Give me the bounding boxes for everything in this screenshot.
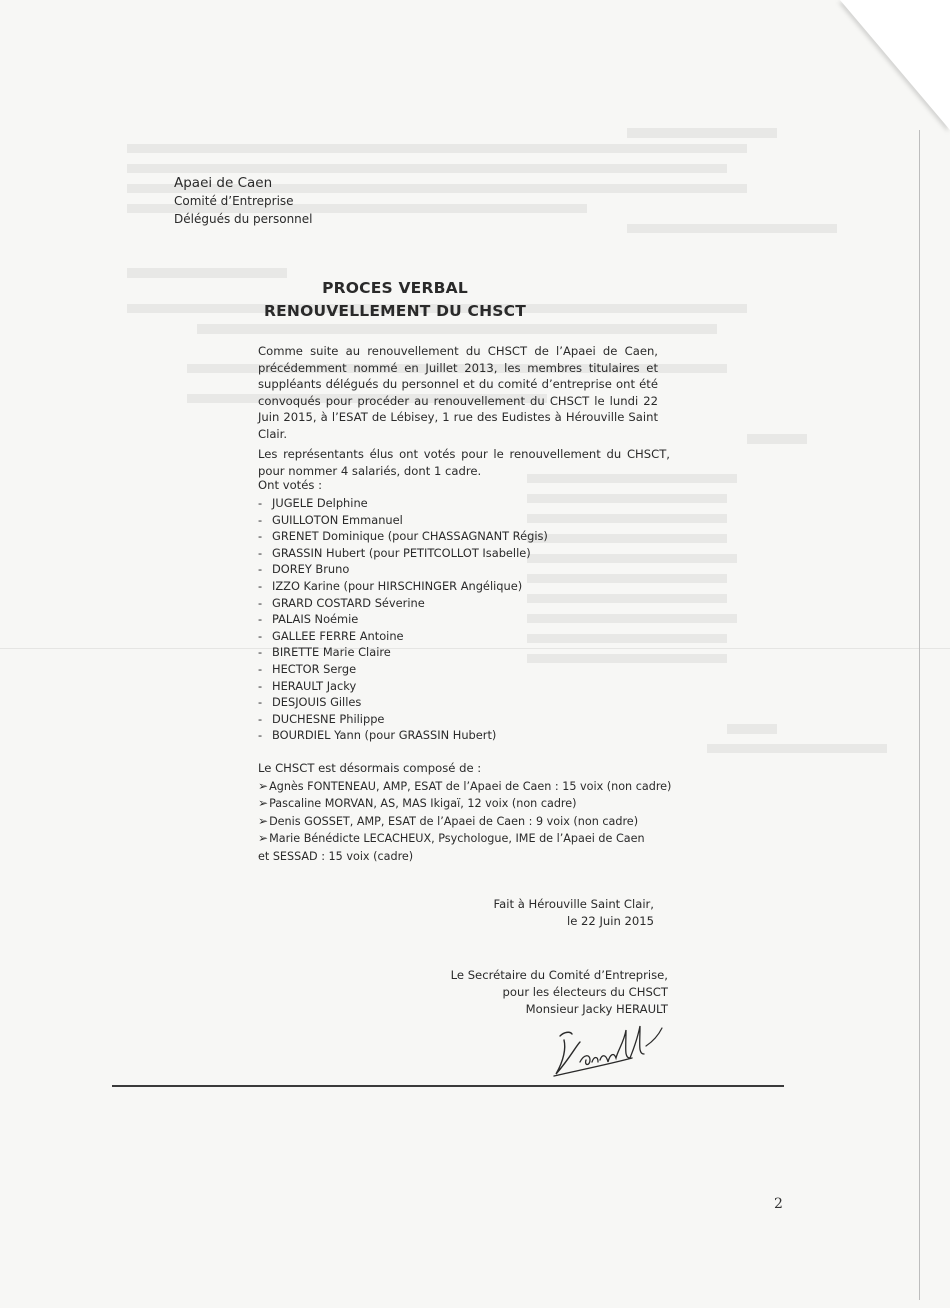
voters-heading: Ont votés : [258,478,322,492]
member-item [258,778,671,795]
voters-list [258,495,548,744]
signer-role: Le Secrétaire du Comité d’Entreprise, [450,968,668,982]
arrow-bullet-icon: ➢ [258,779,269,793]
letterhead-line-2: Comité d’Entreprise [174,194,294,208]
arrow-bullet-icon: ➢ [258,831,269,846]
paper-edge [919,130,920,1300]
voter-item: - IZZO Karine (pour HIRSCHINGER Angélique) [258,578,548,595]
member-item [258,795,671,812]
voter-item: - GALLEE FERRE Antoine [258,628,548,645]
chsct-members-list [258,778,671,865]
letterhead [174,174,313,228]
voter-item: - GUILLOTON Emmanuel [258,512,548,529]
organization-name: Apaei de Caen [174,175,273,191]
footer-divider [112,1085,784,1087]
document-title: PROCES VERBAL [322,279,468,297]
voter-item: - GRENET Dominique (pour CHASSAGNANT Régis) [258,528,548,545]
voter-item: - DOREY Bruno [258,561,548,578]
voter-item: - DESJOUIS Gilles [258,694,548,711]
member-item [258,830,671,847]
member-item-continuation [258,848,671,865]
member-item [258,813,671,830]
voter-item: - GRASSIN Hubert (pour PETITCOLLOT Isabelle) [258,545,548,562]
signer-name: Monsieur Jacky HERAULT [525,1002,668,1016]
intro-paragraph [258,343,658,443]
page-number: 2 [774,1196,783,1212]
signer-mandate: pour les électeurs du CHSCT [502,985,668,999]
member-text: Pascaline MORVAN, AS, MAS Ikigaï, 12 voix (non cadre) [269,797,577,811]
member-text: Agnès FONTENEAU, AMP, ESAT de l’Apaei de Caen : 15 voix (non cadre) [269,780,672,793]
signer-block [451,967,668,1018]
arrow-bullet-icon: ➢ [258,796,269,811]
member-text: Marie Bénédicte LECACHEUX, Psychologue, IME de l’Apaei de Caen [269,832,645,846]
composition-heading: Le CHSCT est désormais composé de : [258,761,482,775]
member-text: Denis GOSSET, AMP, ESAT de l’Apaei de Caen : 9 voix (non cadre) [269,814,639,828]
folded-corner [840,0,950,130]
place-and-date [494,896,654,930]
letterhead-line-3: Délégués du personnel [174,212,313,226]
voter-item: - BIRETTE Marie Claire [258,644,548,661]
voter-item: - GRARD COSTARD Séverine [258,595,548,612]
signoff-date: le 22 Juin 2015 [566,914,654,928]
vote-paragraph: Les représentants élus ont votés pour le renouvellement du CHSCT, pour nommer 4 salariés, dont 1 cadre. [258,447,670,478]
voter-item: - BOURDIEL Yann (pour GRASSIN Hubert) [258,727,548,744]
handwritten-signature [540,1018,670,1082]
voter-item: - HECTOR Serge [258,661,548,678]
voter-item: - PALAIS Noémie [258,611,548,628]
voter-item: - HERAULT Jacky [258,678,548,695]
document-subtitle: RENOUVELLEMENT DU CHSCT [263,302,527,320]
voter-item: - JUGELE Delphine [258,495,548,512]
voter-item: - DUCHESNE Philippe [258,711,548,728]
intro-text: Comme suite au renouvellement du CHSCT de l’Apaei de Caen, précédemment nommé en Juillet 2013, les membres titulaires et suppléants délégués du personnel et du comité d’entreprise ont été convoqués pour procéder au renouvellement du CHSCT le lundi 22 Juin 2015, à l’ESAT de Lébisey, 1 rue des Eudistes à Hérouville Saint Clair. [258,344,658,441]
member-text: et SESSAD : 15 voix (cadre) [258,849,414,863]
signoff-place: Fait à Hérouville Saint Clair, [493,897,654,911]
arrow-bullet-icon: ➢ [258,813,269,828]
